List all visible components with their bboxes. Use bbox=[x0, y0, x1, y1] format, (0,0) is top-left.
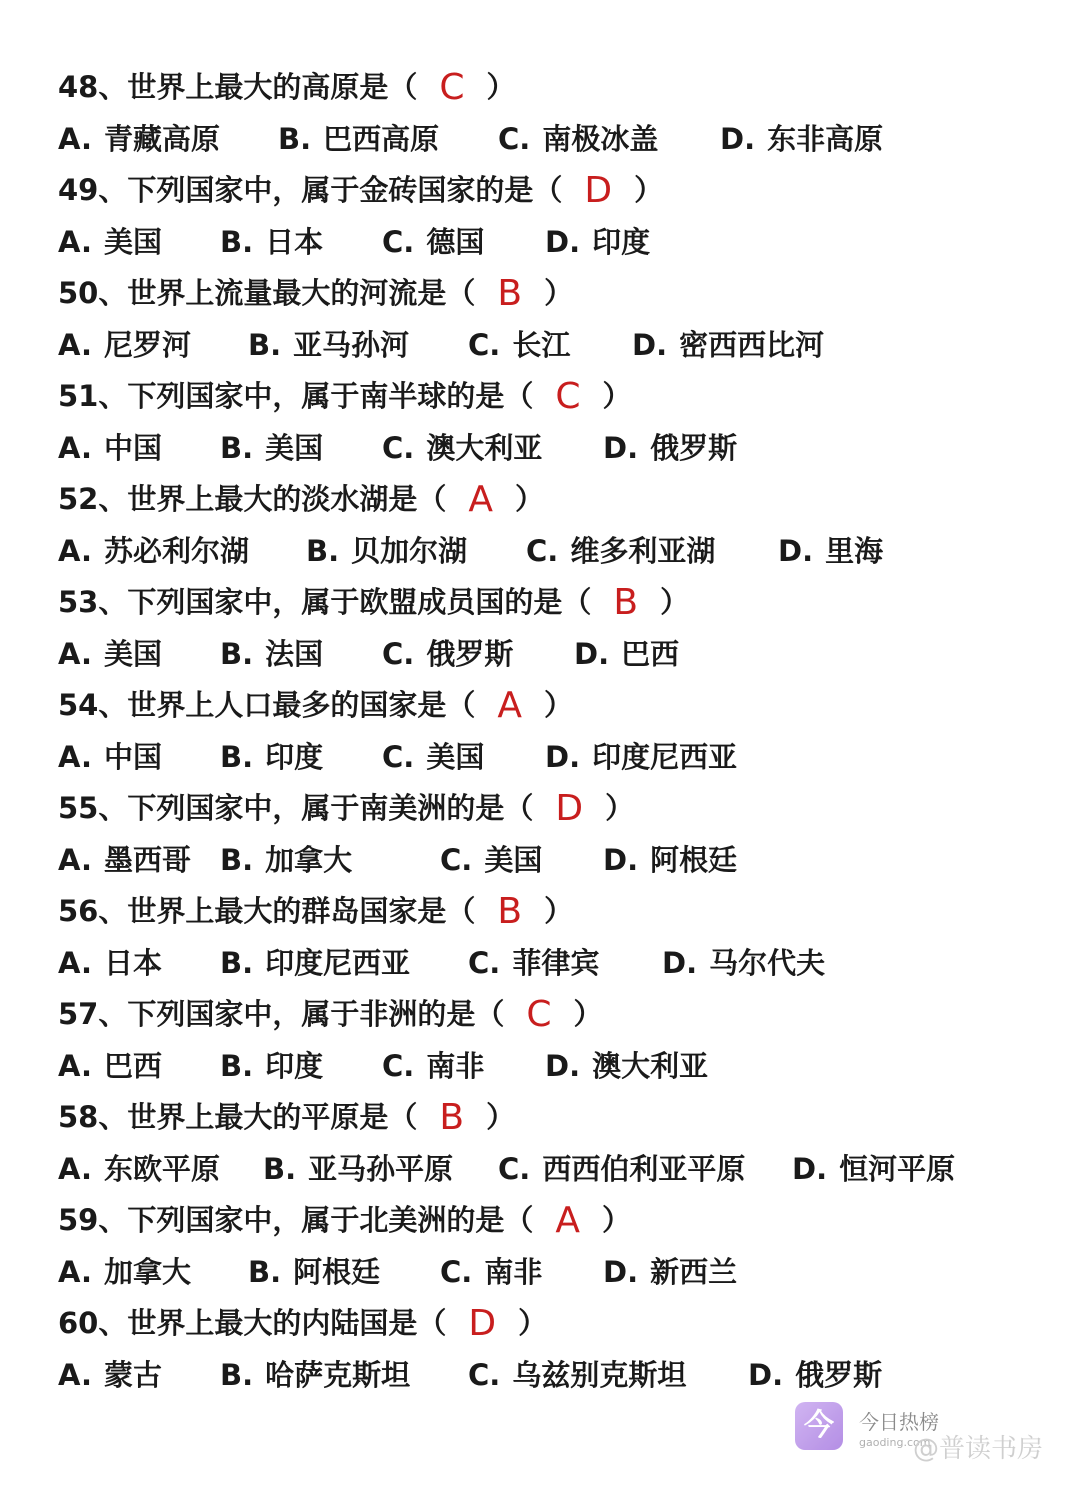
question-number: 57、 bbox=[58, 997, 128, 1031]
question-text: 下列国家中，属于南美洲的是 bbox=[127, 791, 505, 825]
option-d bbox=[545, 1041, 708, 1093]
question-text: 世界上人口最多的国家是 bbox=[127, 688, 447, 722]
option-letter: C. bbox=[498, 121, 531, 156]
paren-open: （ bbox=[504, 379, 534, 413]
paren-open: （ bbox=[417, 1306, 447, 1340]
option-text: 美国 bbox=[104, 224, 163, 259]
question-item bbox=[58, 886, 1058, 989]
option-text: 维多利亚湖 bbox=[570, 533, 716, 568]
answer-mark: C bbox=[439, 67, 465, 108]
option-letter: B. bbox=[263, 1151, 297, 1186]
option-text: 美国 bbox=[265, 430, 324, 465]
option-letter: B. bbox=[220, 842, 254, 877]
paren-open: （ bbox=[388, 70, 418, 104]
option-letter: C. bbox=[440, 1254, 473, 1289]
question-sheet bbox=[58, 62, 1058, 1401]
question-text: 下列国家中，属于欧盟成员国的是 bbox=[127, 585, 563, 619]
option-text: 哈萨克斯坦 bbox=[265, 1357, 411, 1392]
option-text: 美国 bbox=[426, 739, 485, 774]
option-text: 澳大利亚 bbox=[592, 1048, 709, 1083]
question-stem bbox=[58, 1298, 1058, 1350]
option-text: 俄罗斯 bbox=[650, 430, 738, 465]
option-c bbox=[382, 629, 513, 681]
option-letter: A. bbox=[58, 1254, 92, 1289]
option-b bbox=[220, 1041, 323, 1093]
option-letter: A. bbox=[58, 224, 92, 259]
option-text: 尼罗河 bbox=[104, 327, 192, 362]
option-letter: B. bbox=[220, 636, 254, 671]
options-row bbox=[58, 1041, 1058, 1093]
watermark bbox=[795, 1400, 1070, 1470]
question-stem bbox=[58, 1195, 1058, 1247]
option-b bbox=[306, 526, 467, 578]
option-b bbox=[248, 1247, 380, 1299]
paren-open: （ bbox=[504, 1203, 534, 1237]
option-letter: B. bbox=[278, 121, 312, 156]
option-text: 巴西高原 bbox=[323, 121, 440, 156]
question-number: 48、 bbox=[58, 70, 128, 104]
question-stem bbox=[58, 783, 1058, 835]
option-text: 恒河平原 bbox=[839, 1151, 956, 1186]
option-d bbox=[720, 114, 883, 166]
option-text: 巴西 bbox=[621, 636, 680, 671]
question-number: 52、 bbox=[58, 482, 128, 516]
option-text: 印度 bbox=[265, 1048, 324, 1083]
option-letter: D. bbox=[574, 636, 610, 671]
question-stem bbox=[58, 680, 1058, 732]
option-text: 日本 bbox=[265, 224, 324, 259]
option-letter: A. bbox=[58, 327, 92, 362]
option-letter: D. bbox=[603, 842, 639, 877]
option-text: 马尔代夫 bbox=[709, 945, 826, 980]
paren-close: ） bbox=[486, 1100, 516, 1134]
options-row bbox=[58, 1350, 1058, 1402]
option-b bbox=[220, 423, 323, 475]
paren-close: ） bbox=[515, 482, 545, 516]
option-c bbox=[526, 526, 715, 578]
option-letter: B. bbox=[220, 1357, 254, 1392]
answer-mark: D bbox=[468, 1303, 497, 1344]
option-text: 巴西 bbox=[104, 1048, 163, 1083]
option-text: 中国 bbox=[104, 739, 163, 774]
option-text: 印度尼西亚 bbox=[265, 945, 411, 980]
question-text: 下列国家中，属于北美洲的是 bbox=[127, 1203, 505, 1237]
option-d bbox=[603, 835, 737, 887]
option-a bbox=[58, 114, 220, 166]
paren-open: （ bbox=[446, 894, 476, 928]
option-text: 长江 bbox=[512, 327, 571, 362]
question-text: 世界上最大的高原是 bbox=[127, 70, 389, 104]
question-number: 56、 bbox=[58, 894, 128, 928]
option-text: 南非 bbox=[426, 1048, 485, 1083]
option-letter: B. bbox=[220, 224, 254, 259]
option-a bbox=[58, 938, 162, 990]
option-letter: A. bbox=[58, 1151, 92, 1186]
option-a bbox=[58, 629, 162, 681]
option-letter: D. bbox=[632, 327, 668, 362]
paren-close: ） bbox=[486, 70, 516, 104]
question-text: 世界上最大的淡水湖是 bbox=[127, 482, 418, 516]
option-letter: C. bbox=[382, 636, 415, 671]
option-a bbox=[58, 1350, 162, 1402]
option-b bbox=[220, 938, 410, 990]
option-letter: B. bbox=[220, 430, 254, 465]
options-row bbox=[58, 320, 1058, 372]
option-letter: C. bbox=[382, 1048, 415, 1083]
option-text: 澳大利亚 bbox=[426, 430, 543, 465]
options-row bbox=[58, 1247, 1058, 1299]
question-item bbox=[58, 783, 1058, 886]
watermark-title: 今日热榜 bbox=[859, 1410, 939, 1434]
option-text: 亚马孙平原 bbox=[308, 1151, 454, 1186]
answer-mark: B bbox=[497, 273, 523, 314]
question-stem bbox=[58, 474, 1058, 526]
question-item bbox=[58, 371, 1058, 474]
options-row bbox=[58, 423, 1058, 475]
option-letter: B. bbox=[306, 533, 340, 568]
option-a bbox=[58, 732, 162, 784]
option-text: 东欧平原 bbox=[104, 1151, 221, 1186]
answer-mark: B bbox=[439, 1097, 465, 1138]
option-text: 墨西哥 bbox=[104, 842, 192, 877]
paren-open: （ bbox=[533, 173, 563, 207]
option-letter: A. bbox=[58, 842, 92, 877]
option-c bbox=[468, 938, 599, 990]
option-text: 俄罗斯 bbox=[795, 1357, 883, 1392]
question-stem bbox=[58, 577, 1058, 629]
question-stem bbox=[58, 371, 1058, 423]
option-d bbox=[632, 320, 824, 372]
question-text: 世界上流量最大的河流是 bbox=[127, 276, 447, 310]
question-item bbox=[58, 680, 1058, 783]
option-d bbox=[545, 217, 650, 269]
option-text: 日本 bbox=[104, 945, 163, 980]
option-b bbox=[220, 1350, 410, 1402]
answer-mark: D bbox=[555, 788, 584, 829]
question-text: 世界上最大的平原是 bbox=[127, 1100, 389, 1134]
question-text: 下列国家中，属于金砖国家的是 bbox=[127, 173, 534, 207]
paren-open: （ bbox=[417, 482, 447, 516]
question-stem bbox=[58, 62, 1058, 114]
option-text: 印度尼西亚 bbox=[592, 739, 738, 774]
option-letter: D. bbox=[545, 224, 581, 259]
paren-open: （ bbox=[562, 585, 592, 619]
option-d bbox=[748, 1350, 882, 1402]
option-text: 美国 bbox=[484, 842, 543, 877]
paren-close: ） bbox=[544, 894, 574, 928]
option-b bbox=[278, 114, 439, 166]
answer-mark: C bbox=[526, 994, 552, 1035]
answer-mark: C bbox=[555, 376, 581, 417]
option-letter: C. bbox=[468, 327, 501, 362]
question-item bbox=[58, 1092, 1058, 1195]
option-letter: A. bbox=[58, 533, 92, 568]
question-item bbox=[58, 268, 1058, 371]
question-item bbox=[58, 1195, 1058, 1298]
option-text: 阿根廷 bbox=[650, 842, 738, 877]
question-item bbox=[58, 474, 1058, 577]
option-text: 亚马孙河 bbox=[293, 327, 410, 362]
question-number: 51、 bbox=[58, 379, 128, 413]
option-letter: C. bbox=[382, 739, 415, 774]
option-c bbox=[382, 732, 484, 784]
answer-mark: D bbox=[584, 170, 613, 211]
option-b bbox=[220, 835, 352, 887]
watermark-url: gaoding.com bbox=[859, 1436, 931, 1449]
option-c bbox=[382, 217, 484, 269]
paren-close: ） bbox=[634, 173, 664, 207]
options-row bbox=[58, 526, 1058, 578]
question-item bbox=[58, 1298, 1058, 1401]
option-letter: A. bbox=[58, 1048, 92, 1083]
paren-close: ） bbox=[544, 688, 574, 722]
paren-open: （ bbox=[388, 1100, 418, 1134]
option-text: 青藏高原 bbox=[104, 121, 221, 156]
option-letter: D. bbox=[662, 945, 698, 980]
option-d bbox=[603, 1247, 737, 1299]
answer-mark: A bbox=[468, 479, 494, 520]
option-text: 德国 bbox=[426, 224, 485, 259]
question-text: 下列国家中，属于非洲的是 bbox=[127, 997, 476, 1031]
option-text: 印度 bbox=[592, 224, 651, 259]
options-row bbox=[58, 114, 1058, 166]
options-row bbox=[58, 217, 1058, 269]
option-text: 南非 bbox=[484, 1254, 543, 1289]
option-letter: D. bbox=[792, 1151, 828, 1186]
question-stem bbox=[58, 1092, 1058, 1144]
options-row bbox=[58, 1144, 1058, 1196]
paren-close: ） bbox=[518, 1306, 548, 1340]
question-number: 49、 bbox=[58, 173, 128, 207]
option-letter: B. bbox=[248, 327, 282, 362]
option-letter: B. bbox=[248, 1254, 282, 1289]
option-a bbox=[58, 1144, 220, 1196]
option-b bbox=[220, 732, 323, 784]
option-d bbox=[574, 629, 679, 681]
option-d bbox=[792, 1144, 955, 1196]
option-b bbox=[263, 1144, 453, 1196]
option-text: 里海 bbox=[825, 533, 884, 568]
option-text: 西西伯利亚平原 bbox=[542, 1151, 746, 1186]
option-c bbox=[440, 1247, 542, 1299]
option-c bbox=[382, 1041, 484, 1093]
option-text: 阿根廷 bbox=[293, 1254, 381, 1289]
paren-close: ） bbox=[573, 997, 603, 1031]
option-text: 贝加尔湖 bbox=[351, 533, 468, 568]
option-d bbox=[662, 938, 825, 990]
options-row bbox=[58, 629, 1058, 681]
question-text: 世界上最大的群岛国家是 bbox=[127, 894, 447, 928]
question-number: 60、 bbox=[58, 1306, 128, 1340]
question-item bbox=[58, 62, 1058, 165]
option-letter: D. bbox=[778, 533, 814, 568]
question-text: 世界上最大的内陆国是 bbox=[127, 1306, 418, 1340]
option-letter: A. bbox=[58, 945, 92, 980]
options-row bbox=[58, 835, 1058, 887]
paren-close: ） bbox=[660, 585, 690, 619]
options-row bbox=[58, 938, 1058, 990]
option-text: 美国 bbox=[104, 636, 163, 671]
option-c bbox=[382, 423, 542, 475]
option-c bbox=[468, 1350, 686, 1402]
option-text: 俄罗斯 bbox=[426, 636, 514, 671]
option-c bbox=[468, 320, 570, 372]
option-letter: C. bbox=[382, 430, 415, 465]
question-item bbox=[58, 577, 1058, 680]
option-c bbox=[498, 114, 658, 166]
option-text: 乌兹别克斯坦 bbox=[512, 1357, 687, 1392]
option-letter: B. bbox=[220, 945, 254, 980]
question-stem bbox=[58, 989, 1058, 1041]
option-text: 东非高原 bbox=[767, 121, 884, 156]
option-a bbox=[58, 217, 162, 269]
answer-mark: A bbox=[555, 1200, 581, 1241]
paren-open: （ bbox=[446, 276, 476, 310]
option-letter: B. bbox=[220, 1048, 254, 1083]
question-number: 55、 bbox=[58, 791, 128, 825]
question-stem bbox=[58, 165, 1058, 217]
option-d bbox=[545, 732, 737, 784]
option-letter: C. bbox=[526, 533, 559, 568]
option-text: 加拿大 bbox=[265, 842, 353, 877]
paren-open: （ bbox=[504, 791, 534, 825]
question-item bbox=[58, 989, 1058, 1092]
option-text: 菲律宾 bbox=[512, 945, 600, 980]
option-text: 南极冰盖 bbox=[542, 121, 659, 156]
option-b bbox=[248, 320, 409, 372]
question-stem bbox=[58, 268, 1058, 320]
option-letter: C. bbox=[440, 842, 473, 877]
option-letter: B. bbox=[220, 739, 254, 774]
option-text: 法国 bbox=[265, 636, 324, 671]
option-text: 蒙古 bbox=[104, 1357, 163, 1392]
option-a bbox=[58, 423, 162, 475]
paren-close: ） bbox=[605, 791, 635, 825]
answer-mark: B bbox=[497, 891, 523, 932]
option-text: 新西兰 bbox=[650, 1254, 738, 1289]
paren-close: ） bbox=[544, 276, 574, 310]
option-a bbox=[58, 320, 191, 372]
answer-mark: B bbox=[613, 582, 639, 623]
option-letter: D. bbox=[545, 1048, 581, 1083]
option-b bbox=[220, 217, 323, 269]
option-text: 苏必利尔湖 bbox=[104, 533, 250, 568]
option-letter: D. bbox=[748, 1357, 784, 1392]
option-a bbox=[58, 1247, 191, 1299]
question-number: 50、 bbox=[58, 276, 128, 310]
watermark-handle: @普读书房 bbox=[913, 1434, 1044, 1464]
option-letter: A. bbox=[58, 636, 92, 671]
answer-mark: A bbox=[497, 685, 523, 726]
option-letter: C. bbox=[382, 224, 415, 259]
question-text: 下列国家中，属于南半球的是 bbox=[127, 379, 505, 413]
option-letter: C. bbox=[468, 1357, 501, 1392]
option-a bbox=[58, 526, 249, 578]
paren-open: （ bbox=[475, 997, 505, 1031]
question-number: 53、 bbox=[58, 585, 128, 619]
option-letter: C. bbox=[468, 945, 501, 980]
option-letter: A. bbox=[58, 121, 92, 156]
options-row bbox=[58, 732, 1058, 784]
question-stem bbox=[58, 886, 1058, 938]
option-text: 印度 bbox=[265, 739, 324, 774]
paren-close: ） bbox=[602, 1203, 632, 1237]
paren-close: ） bbox=[602, 379, 632, 413]
option-letter: A. bbox=[58, 430, 92, 465]
option-b bbox=[220, 629, 323, 681]
option-d bbox=[603, 423, 737, 475]
option-c bbox=[498, 1144, 745, 1196]
option-a bbox=[58, 1041, 162, 1093]
option-letter: D. bbox=[603, 430, 639, 465]
question-number: 59、 bbox=[58, 1203, 128, 1237]
option-text: 密西西比河 bbox=[679, 327, 825, 362]
paren-open: （ bbox=[446, 688, 476, 722]
toutiao-logo-icon: 今 bbox=[795, 1402, 843, 1450]
option-letter: D. bbox=[603, 1254, 639, 1289]
option-text: 加拿大 bbox=[104, 1254, 192, 1289]
option-d bbox=[778, 526, 883, 578]
option-letter: D. bbox=[720, 121, 756, 156]
option-letter: A. bbox=[58, 1357, 92, 1392]
option-c bbox=[440, 835, 542, 887]
option-letter: C. bbox=[498, 1151, 531, 1186]
option-text: 中国 bbox=[104, 430, 163, 465]
option-letter: A. bbox=[58, 739, 92, 774]
question-item bbox=[58, 165, 1058, 268]
question-number: 54、 bbox=[58, 688, 128, 722]
option-letter: D. bbox=[545, 739, 581, 774]
option-a bbox=[58, 835, 191, 887]
question-number: 58、 bbox=[58, 1100, 128, 1134]
